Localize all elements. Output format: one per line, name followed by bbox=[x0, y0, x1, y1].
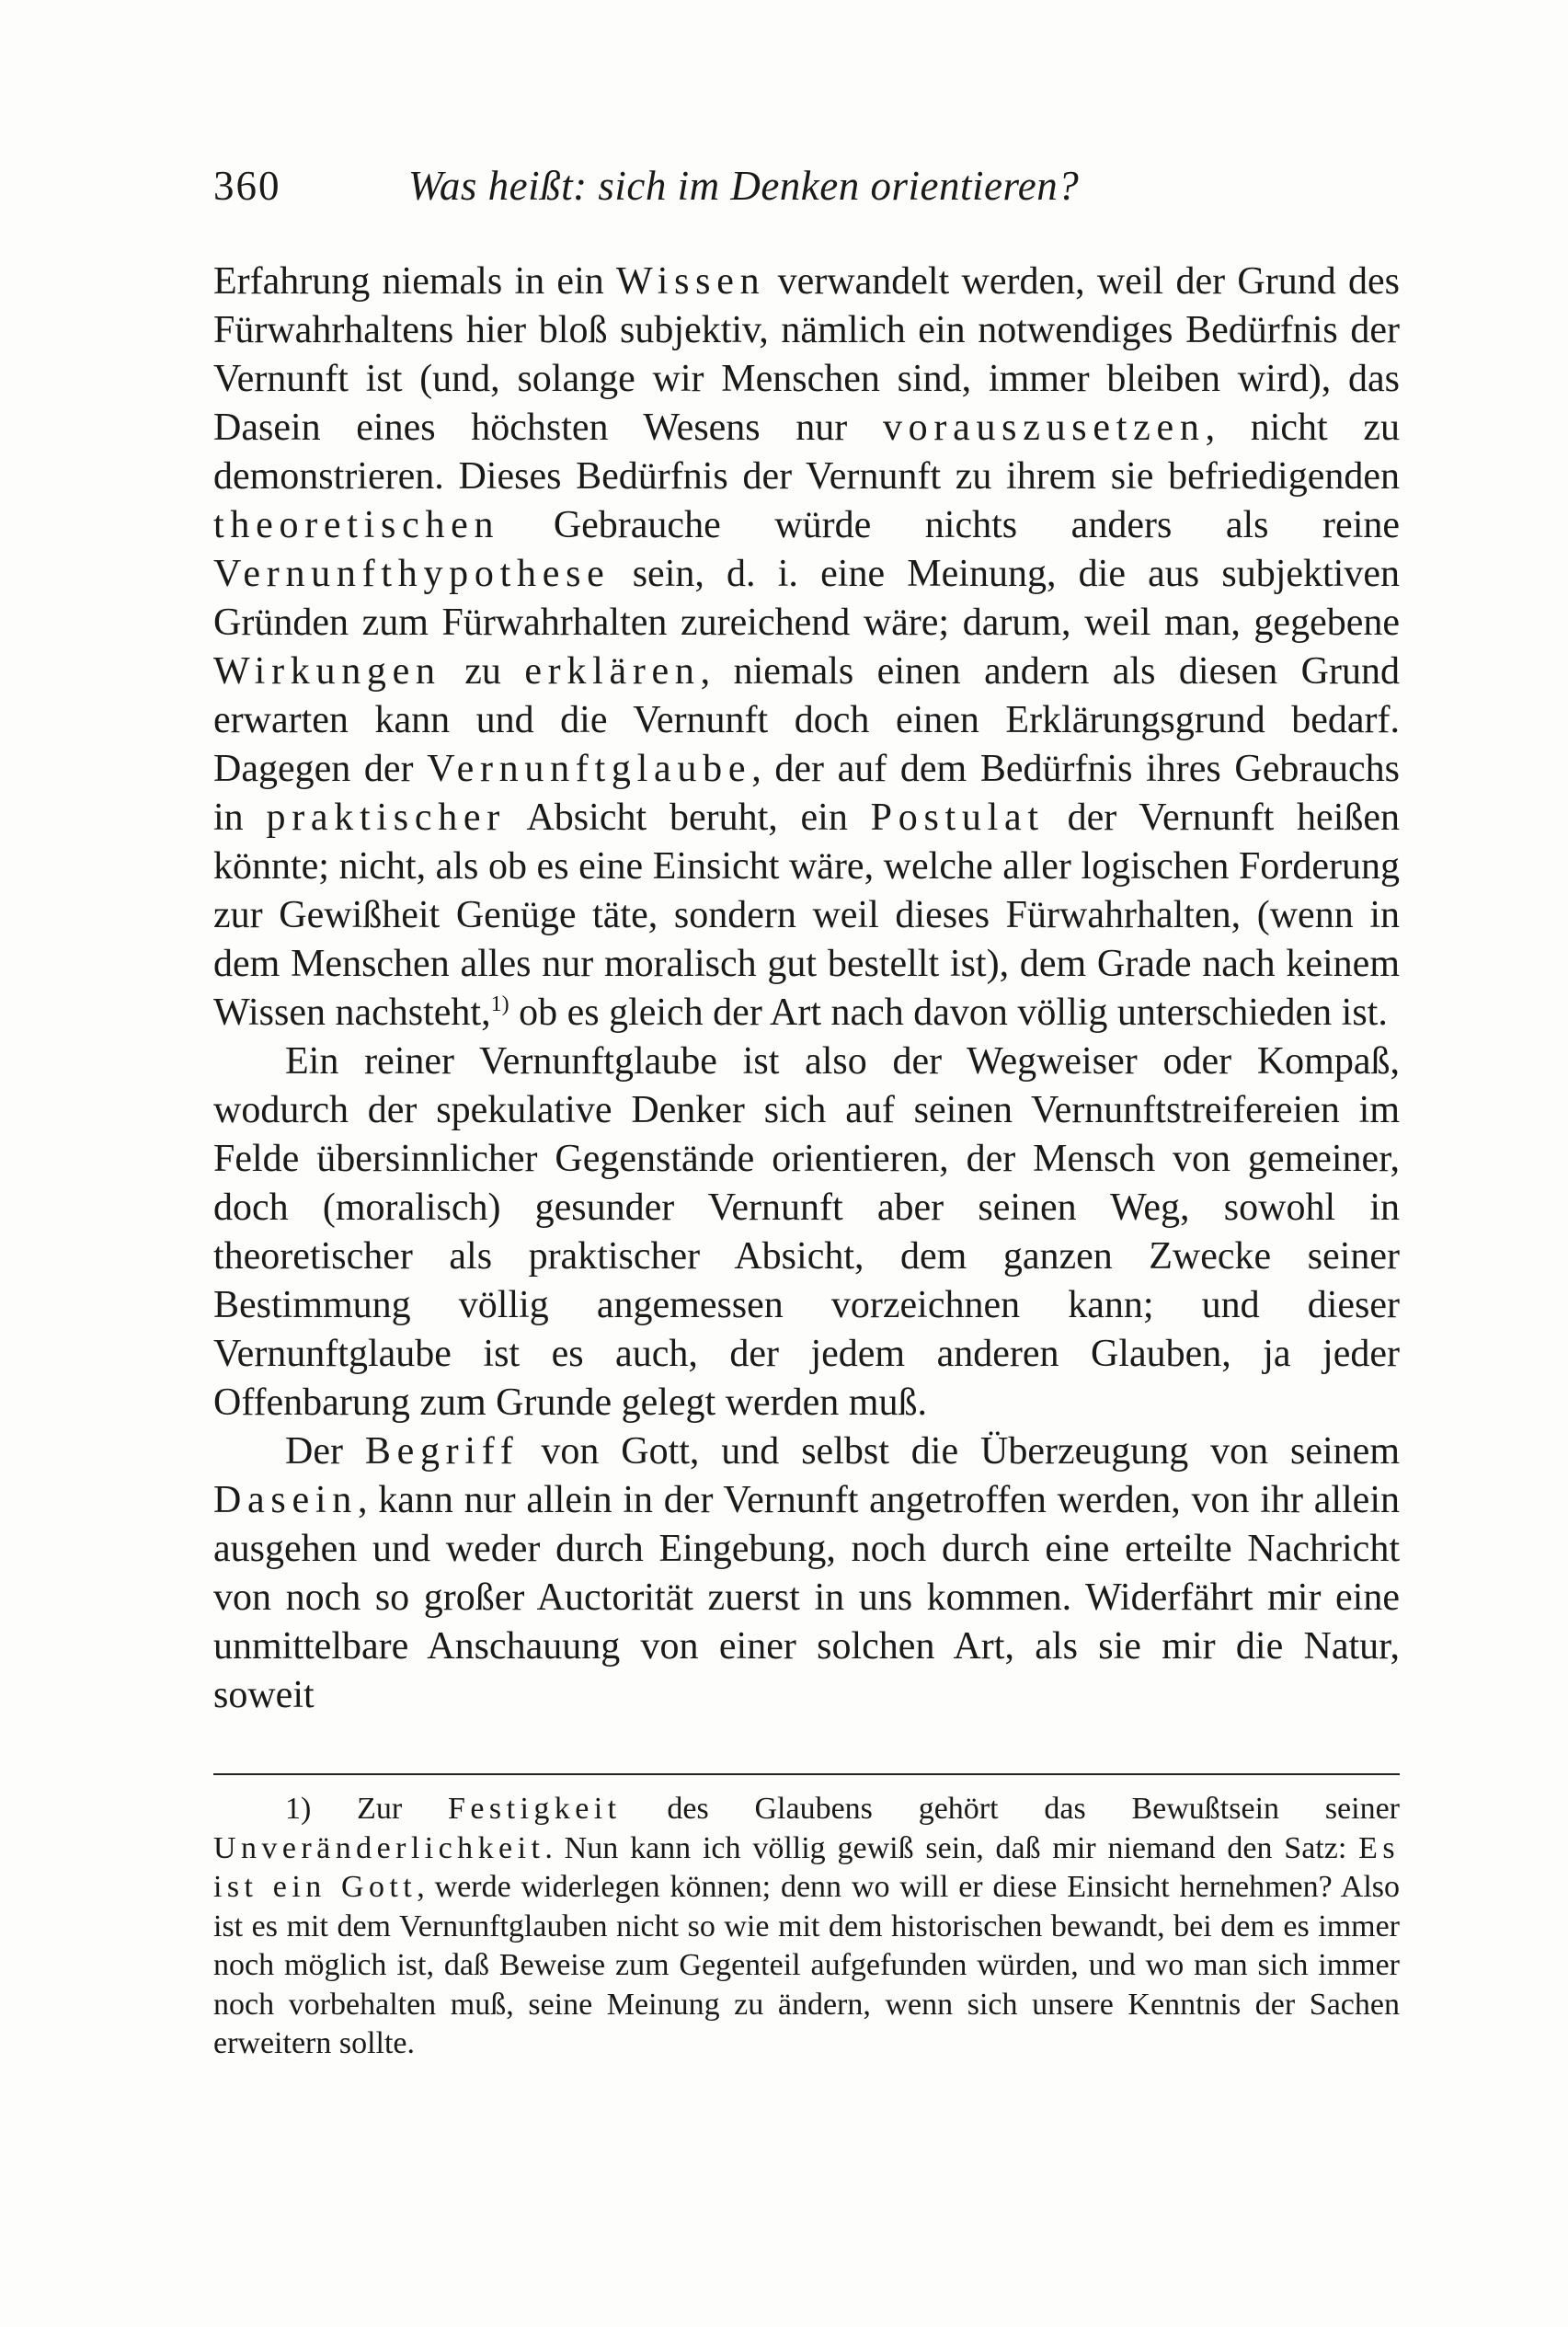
text-run: , nicht zu demonstrieren. Dieses Bedürfnis der Vernunft zu ihrem sie befriedigenden bbox=[213, 407, 1400, 498]
text-run: Der bbox=[285, 1430, 365, 1473]
text-run: zu bbox=[441, 650, 525, 693]
text-run: Gebrauche würde nichts anders als reine bbox=[499, 504, 1400, 546]
text-run: Erfahrung niemals in ein bbox=[213, 260, 617, 303]
text-run: . Nun kann ich völlig gewiß sein, daß mir niemand den Satz: bbox=[544, 1830, 1359, 1865]
text-run: Zur bbox=[311, 1792, 449, 1826]
emphasis-postulat: Postulat bbox=[870, 797, 1045, 839]
text-run: , niemals einen andern als diesen Grund erwarten kann und die Vernunft doch einen Erklärungsgrund bedarf. Dagegen der bbox=[213, 650, 1400, 790]
text-run: ob es gleich der Art nach davon völlig unterschieden ist. bbox=[509, 992, 1388, 1034]
emphasis-unveraenderlichkeit: Unveränderlichkeit bbox=[213, 1830, 545, 1865]
emphasis-begriff: Begriff bbox=[364, 1430, 520, 1473]
text-run: , der auf dem Bedürfnis ihres Gebrauchs in bbox=[213, 748, 1401, 839]
footnote-1 bbox=[213, 1790, 1400, 2064]
text-run: Absicht beruht, ein bbox=[505, 797, 871, 839]
emphasis-dasein: Dasein bbox=[213, 1479, 358, 1521]
text-run: , werde widerlegen können; denn wo will er diese Einsicht hernehmen? Also ist es mit dem Vernunftglauben nicht so wie mit dem historischen bewandt, bei dem es immer noch möglich ist, daß Beweise zum Gegenteil aufgefunden würden, und wo man sich immer noch vorbehalten muß, seine Meinung zu ändern, wenn sich unsere Kenntnis der Sachen erweitern sollte. bbox=[213, 1870, 1400, 2060]
running-title: Was heißt: sich im Denken orientieren? bbox=[408, 163, 1080, 209]
page-number: 360 bbox=[213, 163, 281, 209]
running-head bbox=[213, 158, 1400, 213]
footnote-reference[interactable]: 1) bbox=[490, 992, 509, 1016]
footnote-marker: 1) bbox=[285, 1792, 312, 1826]
text-run: von Gott, und selbst die Überzeugung von seinem bbox=[519, 1430, 1400, 1473]
emphasis-wissen: Wissen bbox=[616, 260, 766, 303]
emphasis-erklaeren: erklären bbox=[524, 650, 701, 693]
paragraph-3 bbox=[213, 1427, 1400, 1720]
book-page bbox=[213, 0, 1400, 2327]
text-run: des Glaubens gehört das Bewußtsein seiner bbox=[621, 1792, 1400, 1826]
main-text bbox=[213, 258, 1400, 1720]
emphasis-wirkungen: Wirkungen bbox=[213, 650, 441, 693]
emphasis-festigkeit: Festigkeit bbox=[448, 1792, 622, 1826]
emphasis-vernunfthypothese: Vernunfthypothese bbox=[213, 553, 611, 595]
emphasis-praktischer: praktischer bbox=[266, 797, 506, 839]
text-run: verwandelt werden, weil der Grund des Fürwahrhaltens hier bloß subjektiv, nämlich ein notwendiges Bedürfnis der Vernunft ist (und, solange wir Menschen sind, immer bleiben wird), das Dasein eines höchsten Wesens nur bbox=[213, 260, 1400, 449]
emphasis-es-ist-ein-gott: Es ist ein Gott bbox=[213, 1830, 1400, 1904]
text-run: der Vernunft heißen könnte; nicht, als ob es eine Einsicht wäre, welche aller logischen Forderung zur Gewißheit Genüge täte, sondern weil dieses Fürwahrhalten, (wenn in dem Menschen alles nur moralisch gut bestellt ist), dem Grade nach keinem Wissen nachsteht, bbox=[213, 797, 1401, 1034]
emphasis-vorauszusetzen: vorauszusetzen bbox=[882, 407, 1206, 449]
text-run: sein, d. i. eine Meinung, die aus subjektiven Gründen zum Fürwahrhalten zureichend wäre; darum, weil man, gegebene bbox=[213, 553, 1400, 644]
emphasis-theoretischen: theoretischen bbox=[213, 504, 500, 546]
footnote-divider bbox=[213, 1773, 1400, 1775]
text-run: , kann nur allein in der Vernunft angetroffen werden, von ihr allein ausgehen und weder durch Eingebung, noch durch eine erteilte Nachricht von noch so großer Auctorität zuerst in uns kommen. Widerfährt mir eine unmittelbare Anschauung von einer solchen Art, als sie mir die Natur, soweit bbox=[213, 1479, 1400, 1716]
paragraph-1 bbox=[213, 258, 1400, 1037]
emphasis-vernunftglaube: Vernunftglaube bbox=[427, 748, 752, 790]
paragraph-2: Ein reiner Vernunftglaube ist also der Wegweiser oder Kompaß, wodurch der spekulative Denker sich auf seinen Vernunftstreifereien im Felde übersinnlicher Gegenstände orientieren, der Mensch von gemeiner, doch (moralisch) gesunder Vernunft aber seinen Weg, sowohl in theoretischer als praktischer Absicht, dem ganzen Zwecke seiner Bestimmung völlig angemessen vorzeichnen kann; und dieser Vernunftglaube ist es auch, der jedem anderen Glauben, ja jeder Offenbarung zum Grunde gelegt werden muß. bbox=[213, 1040, 1400, 1424]
